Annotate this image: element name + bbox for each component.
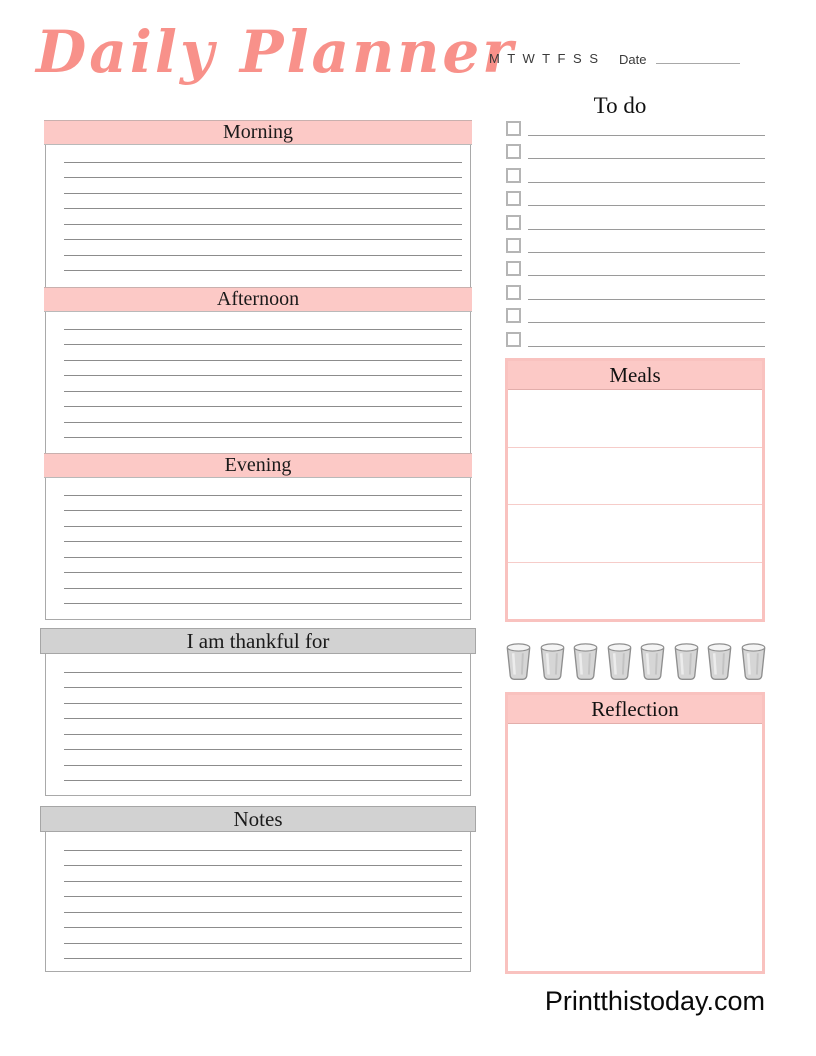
- writing-line[interactable]: [64, 897, 462, 913]
- water-cup-icon[interactable]: [672, 640, 701, 682]
- section-evening: [46, 453, 470, 619]
- water-cup-icon[interactable]: [705, 640, 734, 682]
- writing-line[interactable]: [64, 558, 462, 574]
- writing-line[interactable]: [64, 688, 462, 704]
- evening-writing-area[interactable]: [46, 478, 470, 619]
- weekday-strip[interactable]: M T W T F S S: [489, 51, 600, 66]
- writing-line[interactable]: [64, 480, 462, 496]
- todo-writing-line[interactable]: [528, 134, 765, 136]
- todo-item: [506, 121, 765, 136]
- meal-row[interactable]: [508, 448, 762, 506]
- notes-writing-area[interactable]: [45, 832, 471, 972]
- writing-line[interactable]: [64, 750, 462, 766]
- todo-writing-line[interactable]: [528, 298, 765, 300]
- writing-line[interactable]: [64, 673, 462, 689]
- section-thankful: [45, 628, 471, 796]
- writing-line[interactable]: [64, 542, 462, 558]
- writing-line[interactable]: [64, 423, 462, 439]
- writing-line[interactable]: [64, 657, 462, 673]
- writing-line[interactable]: [64, 392, 462, 408]
- writing-line[interactable]: [64, 147, 462, 163]
- todo-item: [506, 238, 765, 253]
- time-sections-box: [45, 120, 471, 620]
- writing-line[interactable]: [64, 330, 462, 346]
- water-tracker: [504, 640, 768, 682]
- todo-item: [506, 215, 765, 230]
- writing-line[interactable]: [64, 163, 462, 179]
- water-cup-icon[interactable]: [638, 640, 667, 682]
- todo-list: [506, 121, 765, 347]
- writing-line[interactable]: [64, 240, 462, 256]
- todo-checkbox[interactable]: [506, 144, 521, 159]
- writing-line[interactable]: [64, 527, 462, 543]
- meal-row[interactable]: [508, 390, 762, 448]
- morning-writing-area[interactable]: [46, 145, 470, 287]
- writing-line[interactable]: [64, 719, 462, 735]
- todo-checkbox[interactable]: [506, 215, 521, 230]
- writing-line[interactable]: [64, 407, 462, 423]
- writing-line[interactable]: [64, 361, 462, 377]
- todo-item: [506, 261, 765, 276]
- todo-writing-line[interactable]: [528, 251, 765, 253]
- writing-line[interactable]: [64, 256, 462, 272]
- afternoon-writing-area[interactable]: [46, 312, 470, 453]
- water-cup-icon[interactable]: [739, 640, 768, 682]
- section-header-evening: Evening: [44, 453, 472, 478]
- reflection-writing-area[interactable]: [508, 724, 762, 971]
- writing-line[interactable]: [64, 882, 462, 898]
- writing-line[interactable]: [64, 735, 462, 751]
- todo-item: [506, 168, 765, 183]
- todo-writing-line[interactable]: [528, 274, 765, 276]
- todo-item: [506, 144, 765, 159]
- writing-line[interactable]: [64, 589, 462, 605]
- todo-writing-line[interactable]: [528, 157, 765, 159]
- writing-line[interactable]: [64, 178, 462, 194]
- date-label: Date: [619, 52, 647, 67]
- writing-line[interactable]: [64, 194, 462, 210]
- water-cup-icon[interactable]: [504, 640, 533, 682]
- writing-line[interactable]: [64, 314, 462, 330]
- writing-line[interactable]: [64, 511, 462, 527]
- writing-line[interactable]: [64, 704, 462, 720]
- meals-header: Meals: [508, 361, 762, 390]
- writing-line[interactable]: [64, 835, 462, 851]
- writing-line[interactable]: [64, 225, 462, 241]
- writing-line[interactable]: [64, 913, 462, 929]
- writing-line[interactable]: [64, 866, 462, 882]
- thankful-writing-area[interactable]: [45, 654, 471, 796]
- todo-writing-line[interactable]: [528, 345, 765, 347]
- section-notes: [45, 806, 471, 972]
- todo-checkbox[interactable]: [506, 261, 521, 276]
- section-afternoon: [46, 287, 470, 453]
- water-cup-icon[interactable]: [538, 640, 567, 682]
- section-morning: [46, 121, 470, 287]
- reflection-header: Reflection: [508, 695, 762, 724]
- todo-writing-line[interactable]: [528, 228, 765, 230]
- todo-writing-line[interactable]: [528, 181, 765, 183]
- todo-writing-line[interactable]: [528, 321, 765, 323]
- section-header-thankful: I am thankful for: [40, 628, 476, 654]
- meal-row[interactable]: [508, 563, 762, 620]
- section-header-morning: Morning: [44, 120, 472, 145]
- writing-line[interactable]: [64, 944, 462, 960]
- writing-line[interactable]: [64, 573, 462, 589]
- todo-writing-line[interactable]: [528, 204, 765, 206]
- todo-item: [506, 332, 765, 347]
- meal-rows: [508, 390, 762, 619]
- writing-line[interactable]: [64, 376, 462, 392]
- section-header-afternoon: Afternoon: [44, 287, 472, 312]
- reflection-panel: [505, 692, 765, 974]
- writing-line[interactable]: [64, 496, 462, 512]
- todo-checkbox[interactable]: [506, 168, 521, 183]
- todo-title: To do: [593, 93, 647, 118]
- todo-checkbox[interactable]: [506, 332, 521, 347]
- section-header-notes: Notes: [40, 806, 476, 832]
- todo-checkbox[interactable]: [506, 191, 521, 206]
- page-title: Daily Planner: [36, 18, 516, 86]
- todo-item: [506, 191, 765, 206]
- todo-checkbox[interactable]: [506, 121, 521, 136]
- todo-checkbox[interactable]: [506, 238, 521, 253]
- writing-line[interactable]: [64, 209, 462, 225]
- writing-line[interactable]: [64, 766, 462, 782]
- todo-item: [506, 285, 765, 300]
- todo-item: [506, 308, 765, 323]
- todo-checkbox[interactable]: [506, 308, 521, 323]
- meals-panel: [505, 358, 765, 622]
- writing-line[interactable]: [64, 345, 462, 361]
- writing-line[interactable]: [64, 851, 462, 867]
- water-cup-icon[interactable]: [605, 640, 634, 682]
- date-input-line[interactable]: [656, 51, 740, 64]
- writing-line[interactable]: [64, 928, 462, 944]
- water-cup-icon[interactable]: [571, 640, 600, 682]
- date-row: [619, 51, 740, 67]
- site-credit: Printthistoday.com: [544, 986, 765, 1016]
- todo-checkbox[interactable]: [506, 285, 521, 300]
- meal-row[interactable]: [508, 505, 762, 563]
